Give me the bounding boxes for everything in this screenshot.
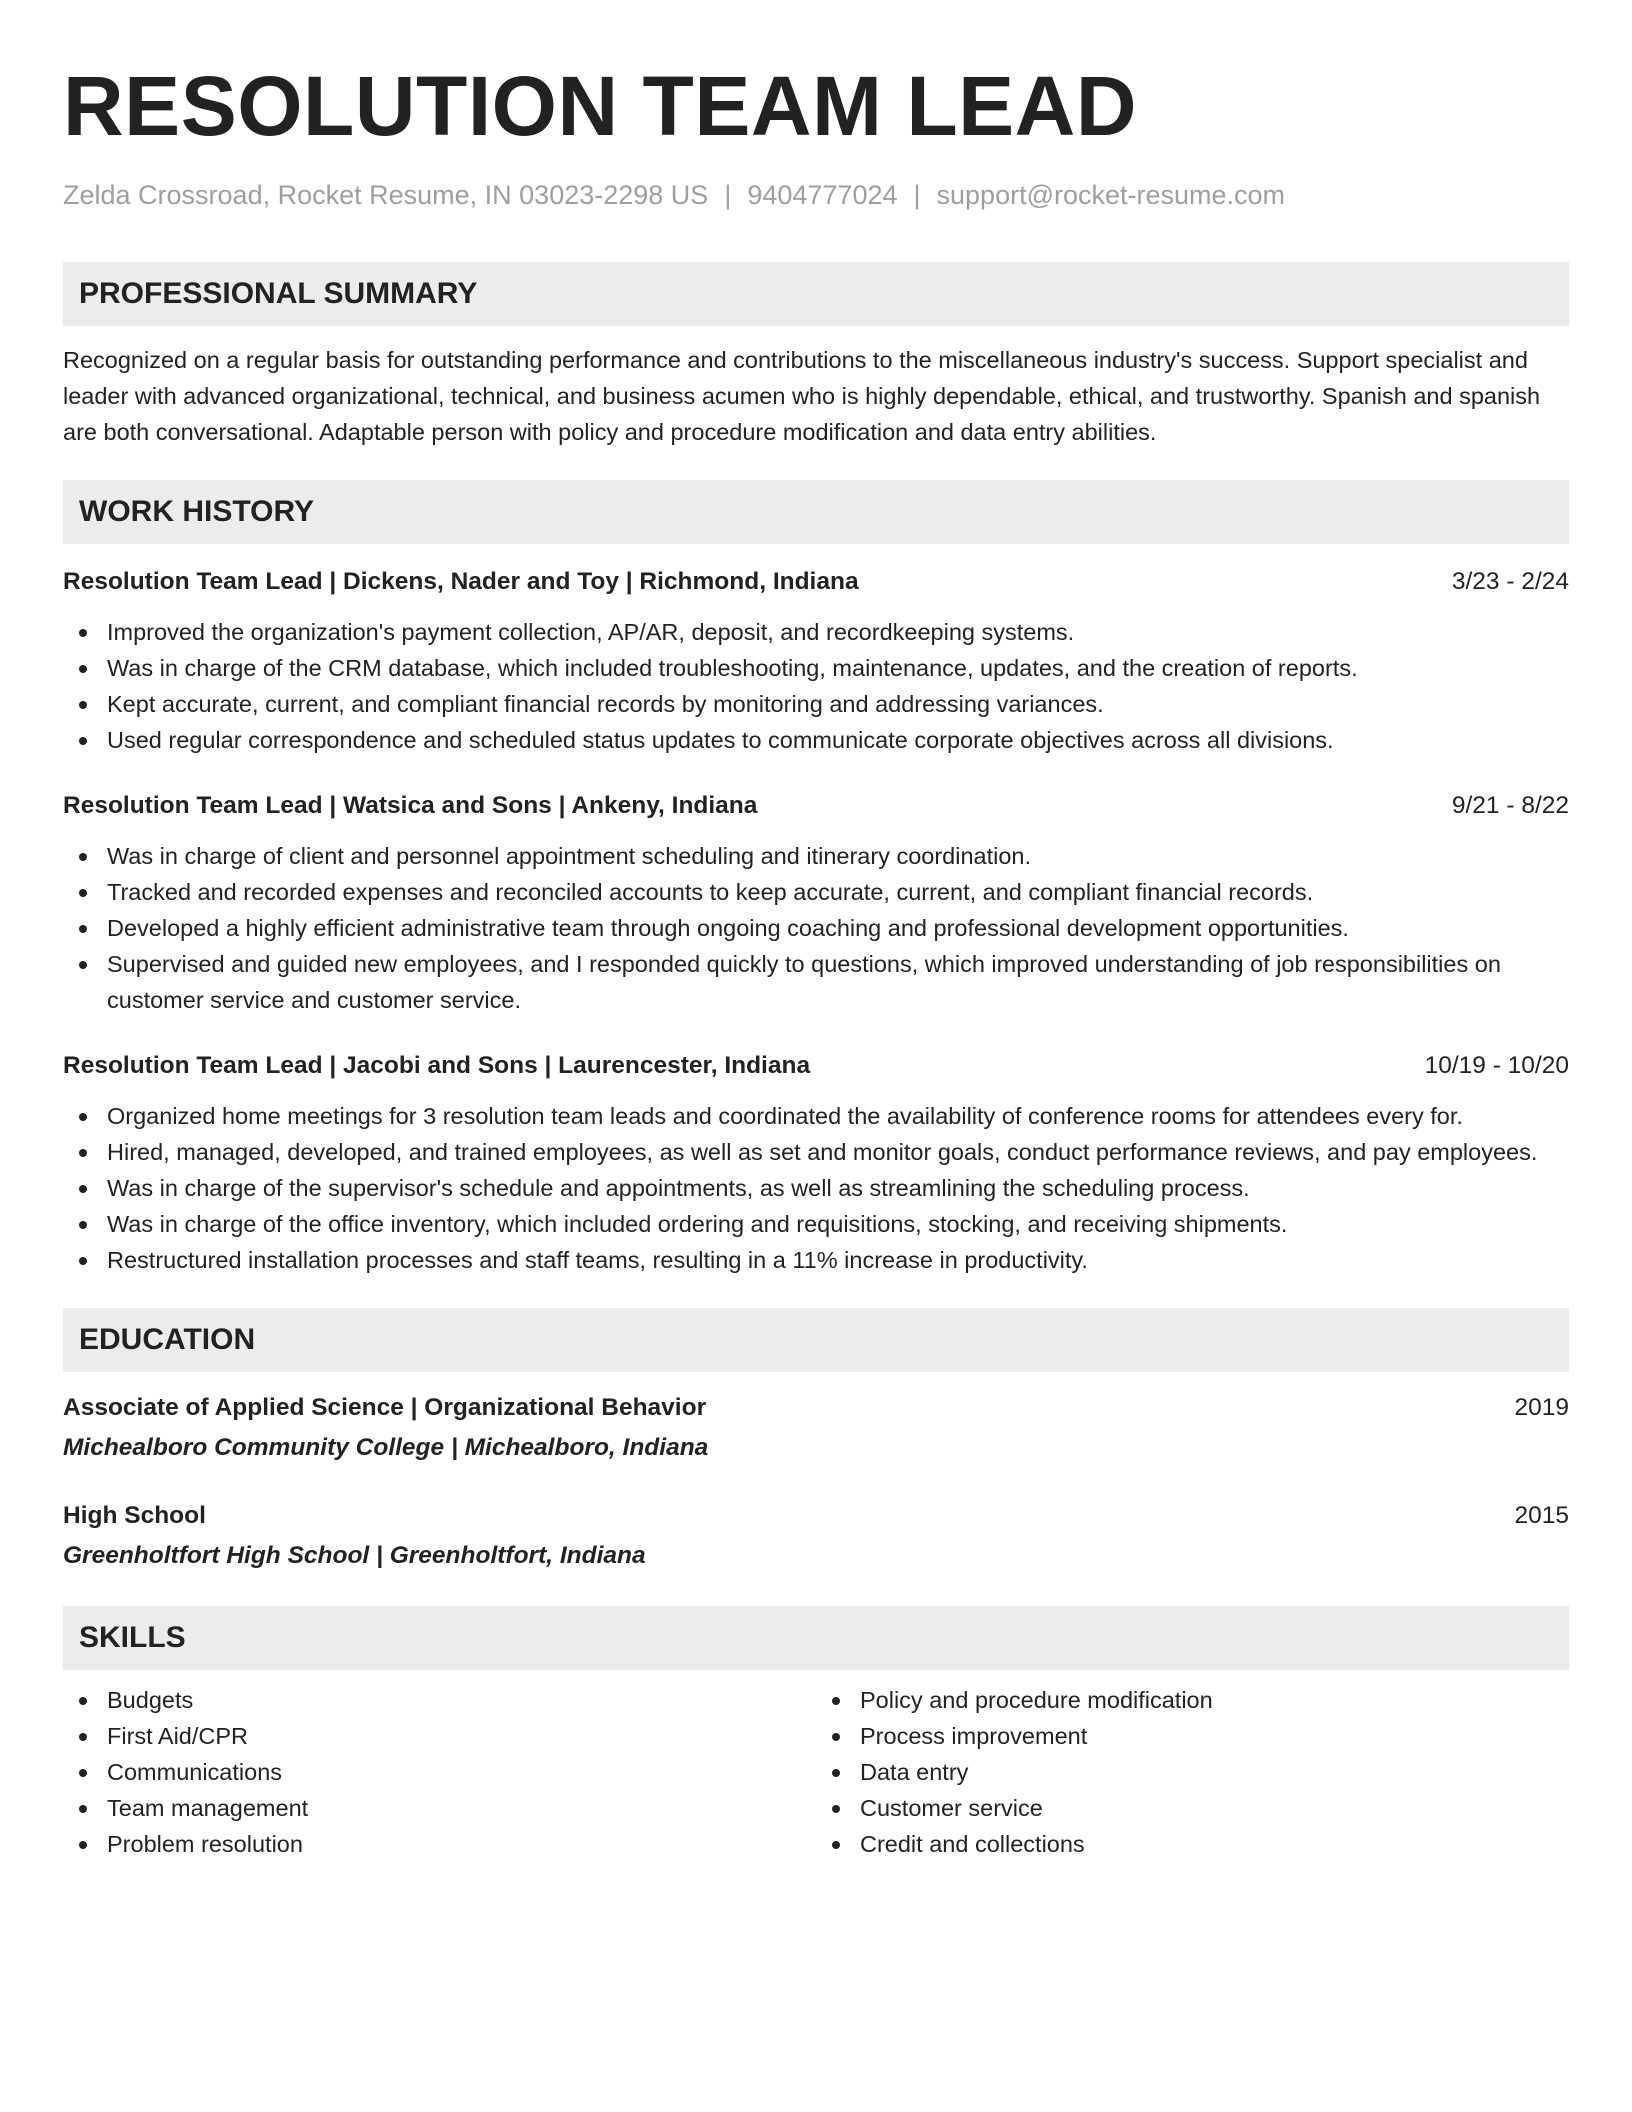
skills-list: [63, 1682, 816, 1862]
job-header: [63, 788, 1569, 824]
skills-column-right: [816, 1682, 1569, 1862]
education-school: Michealboro Community College | Michealboro, Indiana: [63, 1434, 709, 1461]
skills-grid: [63, 1682, 1569, 1862]
job-bullet: Tracked and recorded expenses and reconciled accounts to keep accurate, current, and compliant financial records.: [63, 874, 1569, 910]
job-dates: 9/21 - 8/22: [1451, 792, 1569, 819]
skill-item: Policy and procedure modification: [816, 1682, 1569, 1718]
job-bullet: Used regular correspondence and scheduled status updates to communicate corporate objectives across all divisions.: [63, 722, 1569, 758]
job-bullet: Improved the organization's payment collection, AP/AR, deposit, and recordkeeping systems.: [63, 614, 1569, 650]
job-entry: [63, 1048, 1569, 1278]
contact-line: [63, 178, 1569, 212]
education-header: [63, 1498, 1569, 1534]
job-bullet: Organized home meetings for 3 resolution team leads and coordinated the availability of conference rooms for attendees every for.: [63, 1098, 1569, 1134]
job-title: Resolution Team Lead | Jacobi and Sons | Laurencester, Indiana: [63, 1052, 811, 1079]
contact-separator: |: [913, 180, 921, 210]
job-bullet: Restructured installation processes and staff teams, resulting in a 11% increase in productivity.: [63, 1242, 1569, 1278]
job-bullet: Kept accurate, current, and compliant financial records by monitoring and addressing variances.: [63, 686, 1569, 722]
section-header-skills: SKILLS: [63, 1606, 1569, 1670]
summary-text: Recognized on a regular basis for outstanding performance and contributions to the miscellaneous industry's success. Support specialist and leader with advanced organizational, technical, and business acumen who is highly dependable, ethical, and trustworthy. Spanish and spanish are both conversational. Adaptable person with policy and procedure modification and data entry abilities.: [63, 347, 1541, 445]
skill-item: Credit and collections: [816, 1826, 1569, 1862]
job-bullet: Was in charge of client and personnel appointment scheduling and itinerary coordination.: [63, 838, 1569, 874]
education-school: Greenholtfort High School | Greenholtfort, Indiana: [63, 1542, 646, 1569]
job-bullets: [63, 838, 1569, 1018]
skill-item: Process improvement: [816, 1718, 1569, 1754]
job-dates: 3/23 - 2/24: [1451, 568, 1569, 595]
education-degree: High School: [63, 1502, 206, 1529]
job-header: [63, 564, 1569, 600]
job-entry: [63, 564, 1569, 758]
job-bullet: Was in charge of the CRM database, which included troubleshooting, maintenance, updates, and the creation of reports.: [63, 650, 1569, 686]
job-title: Resolution Team Lead | Watsica and Sons | Ankeny, Indiana: [63, 792, 758, 819]
job-bullet: Was in charge of the office inventory, which included ordering and requisitions, stocking, and receiving shipments.: [63, 1206, 1569, 1242]
contact-phone: 9404777024: [747, 180, 898, 210]
job-bullets: [63, 1098, 1569, 1278]
skills-column-left: [63, 1682, 816, 1862]
contact-address: Zelda Crossroad, Rocket Resume, IN 03023-2298 US: [63, 180, 709, 210]
skill-item: Budgets: [63, 1682, 816, 1718]
education-entry: [63, 1390, 1569, 1466]
resume-title: RESOLUTION TEAM LEAD: [63, 59, 1137, 153]
job-bullet: Developed a highly efficient administrative team through ongoing coaching and professional development opportunities.: [63, 910, 1569, 946]
job-bullet: Hired, managed, developed, and trained employees, as well as set and monitor goals, conduct performance reviews, and pay employees.: [63, 1134, 1569, 1170]
section-header-work-history: WORK HISTORY: [63, 480, 1569, 544]
section-header-summary: PROFESSIONAL SUMMARY: [63, 262, 1569, 326]
job-title: Resolution Team Lead | Dickens, Nader and Toy | Richmond, Indiana: [63, 568, 859, 595]
section-header-education: EDUCATION: [63, 1308, 1569, 1372]
skill-item: Communications: [63, 1754, 816, 1790]
skill-item: First Aid/CPR: [63, 1718, 816, 1754]
skills-list: [816, 1682, 1569, 1862]
job-entry: [63, 788, 1569, 1018]
skill-item: Customer service: [816, 1790, 1569, 1826]
education-header: [63, 1390, 1569, 1426]
skill-item: Team management: [63, 1790, 816, 1826]
skill-item: Data entry: [816, 1754, 1569, 1790]
job-bullets: [63, 614, 1569, 758]
education-degree: Associate of Applied Science | Organizational Behavior: [63, 1394, 707, 1421]
education-year: 2019: [1514, 1394, 1569, 1421]
education-entry: [63, 1498, 1569, 1574]
job-bullet: Supervised and guided new employees, and I responded quickly to questions, which improved understanding of job responsibilities on customer service and customer service.: [63, 946, 1569, 1018]
job-header: [63, 1048, 1569, 1084]
job-bullet: Was in charge of the supervisor's schedule and appointments, as well as streamlining the scheduling process.: [63, 1170, 1569, 1206]
contact-email: support@rocket-resume.com: [936, 180, 1286, 210]
job-dates: 10/19 - 10/20: [1424, 1052, 1569, 1079]
education-year: 2015: [1514, 1502, 1569, 1529]
contact-separator: |: [724, 180, 732, 210]
skill-item: Problem resolution: [63, 1826, 816, 1862]
